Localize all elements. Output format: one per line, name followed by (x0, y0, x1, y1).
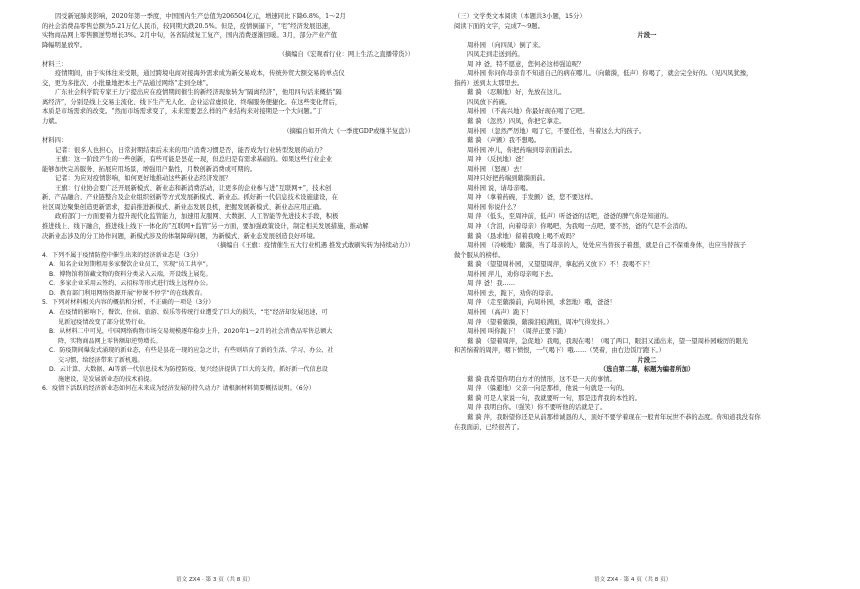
right-page-footer: 语文 ZX4 · 第 4 页（共 8 页） (594, 577, 672, 583)
left-page-text-line: A．在疫情的影响下，餐饮、住宿、旅游、娱乐等传统行业遭受了巨大的损失，“宅”经济却发展迅速，可 (49, 308, 328, 316)
left-page-text-line: 材料三： (42, 60, 68, 68)
right-page (454, 12, 840, 581)
right-page-text-line: 周朴园 （不高兴地）你最好现在喝了它吧。 (467, 108, 589, 116)
left-page-text-line: 降，实物商品网上零售额却逆势增长。 (58, 337, 162, 345)
right-page-text-line: 周朴园 （怒视）去！ (467, 165, 526, 173)
right-page-text-line: 周 萍 （走至蘩漪前，向周朴园，求恕地）哦，爸爸！ (467, 299, 616, 307)
right-page-text-line: 蘩 漪 我希望你明白方才的情形，这不是一天的事情。 (467, 375, 616, 383)
right-page-text-line: 四凤放下药碗。 (467, 98, 512, 106)
right-page-text-line: 蘩 漪 可是人家说一句，我就要听一句，那是违背我的本性的。 (467, 394, 642, 402)
right-page-text-line: 蘩 漪 （声颤）我不想喝。 (467, 137, 541, 145)
left-page-text-line: 降幅明显放窄。 (42, 41, 87, 49)
left-page-text-line: 6．疫情下活跃的经济新业态如何在未来成为经济发展的持久动力？请根据材料简要概括说明。（6分） (42, 385, 315, 393)
right-page-text-line: 周 萍 （躲避地）父亲一向是那样，他说一句就是一句的。 (467, 385, 629, 393)
left-page-text-line: 的社会消费品零售总额为5.21万亿人民币，较同期大跌20.5%。但是，疫情倒逼下，“宅”经济发展迅速， (42, 22, 335, 30)
right-page-text-line: 在我面前，已经很苦了。 (454, 423, 524, 431)
left-page-text-line: 4．下列不属于疫情防控中催生出来的经济新业态是（3分） (42, 251, 203, 259)
left-page-text-line: 见新冠疫情改变了部分优势行业。 (58, 318, 150, 326)
right-page-text-line: 蘩 漪 （恳求地）留着我晚上喝不成吗？ (467, 232, 579, 240)
left-page-text-line: （摘编自如开尚大《一季度GDP或继半复盘》） (283, 127, 414, 135)
left-page-text-line: 广东社会科学院专家王力宁提出应在疫情期间催生的新经济现象转为“隔离经济”，他用四句话来概括“隔 (55, 89, 342, 97)
right-page-text-line: 周朴园 （冷峻地）蘩漪，当了母亲的人，处处应当替孩子着想，就是自己不保重身体，也应当替孩子 (467, 242, 747, 250)
right-page-text-line: 和苦恼着的周萍，咽下愤恨，一气喝下）哦……（哭着，由右边饭厅跑下。） (454, 347, 665, 355)
left-page-text-line: 新、产品融合、产业链整合及企业组织创新等方式发展新模式、新业态。抓好新一代信息技术设施建设，在 (42, 194, 338, 202)
left-page-text-line: 力斌。 (42, 118, 61, 126)
right-page-text-line: 周 冲 （反抗地）爸！ (467, 156, 528, 164)
right-page-text-line: 周 冲 （含泪，向着母亲）你喝吧，为我喝一点吧，要不然，爸的气是不会消的。 (467, 223, 692, 231)
right-page-text-line: 周朴园 （高声）跪下！ (467, 308, 532, 316)
right-page-text-line: 阅读下面的文字，完成7～9题。 (454, 22, 544, 30)
left-page-text-line: 施建设，是发展新业态的技术前提。 (58, 375, 156, 383)
right-page-text-line: 四凤走到走送到药。 (467, 51, 524, 59)
left-page-text-line: 材料四： (42, 137, 68, 145)
left-page-text-line: C．多家企业采用云签约、云招标等形式进行线上远程办公。 (49, 280, 212, 288)
left-page-text-line: A．知名企业短期租用多家餐饮企业员工，实现“员工共享”。 (49, 261, 212, 269)
right-page-text-line: 做个服从的榜样。 (454, 251, 505, 259)
left-page-text-line: 交习惯，给经济带来了新机遇。 (58, 356, 144, 364)
right-page-text-line: 周 冲 （拿着药碗，手发颤）爸，您不要这样。 (467, 194, 597, 202)
right-page-text-line: 蘩 漪 （望着周萍，急促地）我喝，我现在喝！（喝了两口，眼泪又涌出来，望一望周朴园峻厉的眼光 (467, 337, 749, 345)
right-page-text-line: （选自第二幕，标题为编者所加） (599, 366, 695, 374)
right-page-text-line: 周 萍 我明白你。（强笑）你不要听他的话就是了。 (467, 404, 607, 412)
right-page-text-line: 蘩 漪 萍，我盼望你还是从前那样诚恳的人，顶好不要学着现在一般青年玩世不恭的态度。你知道我没有你 (467, 413, 761, 421)
left-page-text-line: 记者：很多人也担心，日常封期结束后未来的用户消费习惯是否，能否成为行业转型发展的动力？ (55, 146, 326, 154)
right-page-text-line: 周 萍 （望着蘩漪，蘩漪泪痕满面，周冲气得发抖。） (467, 318, 613, 326)
left-page-text-line: 本质是市场需求的改变。“然而市场需求变了，未来需要怎么样的产业结构来对接期是一个大问题。”丁 (42, 108, 323, 116)
left-page (42, 12, 428, 581)
left-page-text-line: 交，更为多批次、小批量地把本土产品通过网络“走到全球”。 (42, 79, 213, 87)
right-page-text-line: 蘩 漪 （忍顺地）好，先放在这儿。 (467, 89, 566, 97)
right-page-text-line: 周朴园 （忽然严厉地）喝了它，不要任性，当着这么大的孩子。 (467, 127, 646, 135)
right-page-text-line: 周朴园 （向四凤）倒了来。 (467, 41, 545, 49)
left-page-footer: 语文 ZX4 · 第 3 页（共 8 页） (176, 577, 254, 583)
right-page-text-line: 周朴园 去，跪下，劝你的母亲。 (467, 289, 558, 297)
left-page-text-line: 推进线上、线下融合，推进线上线下一体化的“互联网+监管”另一方面，要加强政策设计，制定相关发展措施，推动解 (42, 223, 369, 231)
left-page-text-line: B．博物馆将馆藏文物的资料分类录入云端，开设线上展览。 (49, 270, 212, 278)
right-page-text-line: 周朴园 冲儿，你把药端到母亲面前去。 (467, 146, 577, 154)
left-page-text-line: 记者：为应对疫情影响，如何更好地推动这些新业态经济发展？ (55, 175, 232, 183)
right-page-text-line: 蘩 漪 （望望周朴园，又望望周萍，拿起药又放下）不！我喝不下！ (467, 261, 654, 269)
left-page-text-line: 王旗：行业协会要广泛开展新模式、新业态和新消费活动，让更多的企业参与进“互联网+”，技术创 (55, 184, 332, 192)
right-page-text-line: 周朴园 你问你母亲肯不知道自己的病在哪儿。（向蘩漪，低声）你喝了，就会完全好的。（见四凤犹豫， (467, 70, 753, 78)
right-page-text-line: 周 萍 （低头，至周冲前，低声）听爸爸的话吧，爸爸的脾气你是知道的。 (467, 213, 673, 221)
left-page-text-line: 实物商品网上零售额逆势增长3%。2月中旬，各省陆续复工复产，国内消费逐渐回暖。3月，部分产业产值 (42, 32, 338, 40)
right-page-text-line: 周 萍 爸！我…… (467, 280, 516, 288)
left-page-text-line: （摘编自《宏观看行业：网上生活之直播带货》） (278, 51, 414, 59)
right-page-text-line: 蘩 漪 （忽然）四凤，你把它拿走。 (467, 118, 566, 126)
left-page-text-line: D．教育部门利用网络资源开展“停课不停学”的在线教育。 (49, 289, 207, 297)
left-page-text-line: （摘编自《王旗：疫情催生五大行业机遇 推发式敢刷实转为持续动力》） (213, 242, 414, 250)
left-page-text-line: 因受新冠肺炎影响，2020年第一季度，中国国内生产总值为206504亿元，增速同比下降6.8%，1～2月 (55, 13, 346, 20)
right-page-text-line: 周朴园 你说什么？ (467, 203, 520, 211)
left-page-text-line: 王旗：这一阶段产生的一些创新，有些可能是昙花一现，但总归是有需求基础的。如果这些行业企业 (55, 156, 333, 164)
left-page-text-line: 政府部门一方面要着力提升现代化监管能力，加速用友服网、大数据、人工智能等先进技术手段，积极 (55, 213, 339, 221)
right-page-text-line: 片段一 (637, 32, 657, 40)
right-page-text-line: 周 冲 爸，特不愿意，您何必这样强迫呢？ (467, 60, 585, 68)
right-page-text-line: 周朴园 萍儿，劝你母亲喝下去。 (467, 270, 558, 278)
right-page-text-line: （三）文学类文本阅读（本题共3小题，15分） (454, 13, 586, 20)
left-page-text-line: 能够加快完善服务、拓展应用场景，增强用户黏性，月数创新消费或可期的。 (42, 165, 257, 173)
left-page-text-line: 5．下列对材料相关内容的概括和分析，不正确的一项是（3分） (42, 299, 215, 307)
left-page-text-line: 离经济”，分别是线上交易主流化、线下生产无人化、企业运营虚拟化、终端服务便捷化。在这些变化背后， (42, 98, 342, 106)
right-page-text-line: 周冲只好把药端到蘩漪面前。 (467, 175, 549, 183)
right-page-text-line: 指药）送到太太那里去。 (454, 79, 524, 87)
left-page-text-line: 社区周边聚集创造更新需求，提前推进新模式、新业态发展良机，把握发展新模式、新业态应用正确。 (42, 203, 326, 211)
left-page-text-line: D．云计算、大数据、AI等新一代信息技术为防控防疫、复兴经济提供了巨大的支持，抓好新一代信息设 (49, 366, 328, 374)
left-page-text-line: 决新业态涉及的分工协作问题，新模式涉及的体制障碍问题，为新模式、新业态发展创造良好环境。 (42, 232, 320, 240)
left-page-text-line: B．从材料二中可见，中国网络购物市场交易规模逐年稳步上升，2020年1～2月的社会消费品零售总额大 (49, 328, 333, 336)
right-page-text-line: 周朴园 说，请母亲喝。 (467, 184, 532, 192)
right-page-text-line: 周朴园 叫你跪下！（周萍正要下跪） (467, 328, 570, 336)
right-page-text-line: 片段二 (637, 356, 657, 364)
left-page-text-line: C．防疫期间爆发式涌现的新业态，有些是昙花一现的应急之计，有些则培育了新的生活、学习、办公、社 (49, 347, 334, 355)
left-page-text-line: 疫情期间，由于实体往来受限，通过跨境电商对接海外需求成为新交易成本，传统外贸大额交易的单点仪 (55, 70, 345, 78)
